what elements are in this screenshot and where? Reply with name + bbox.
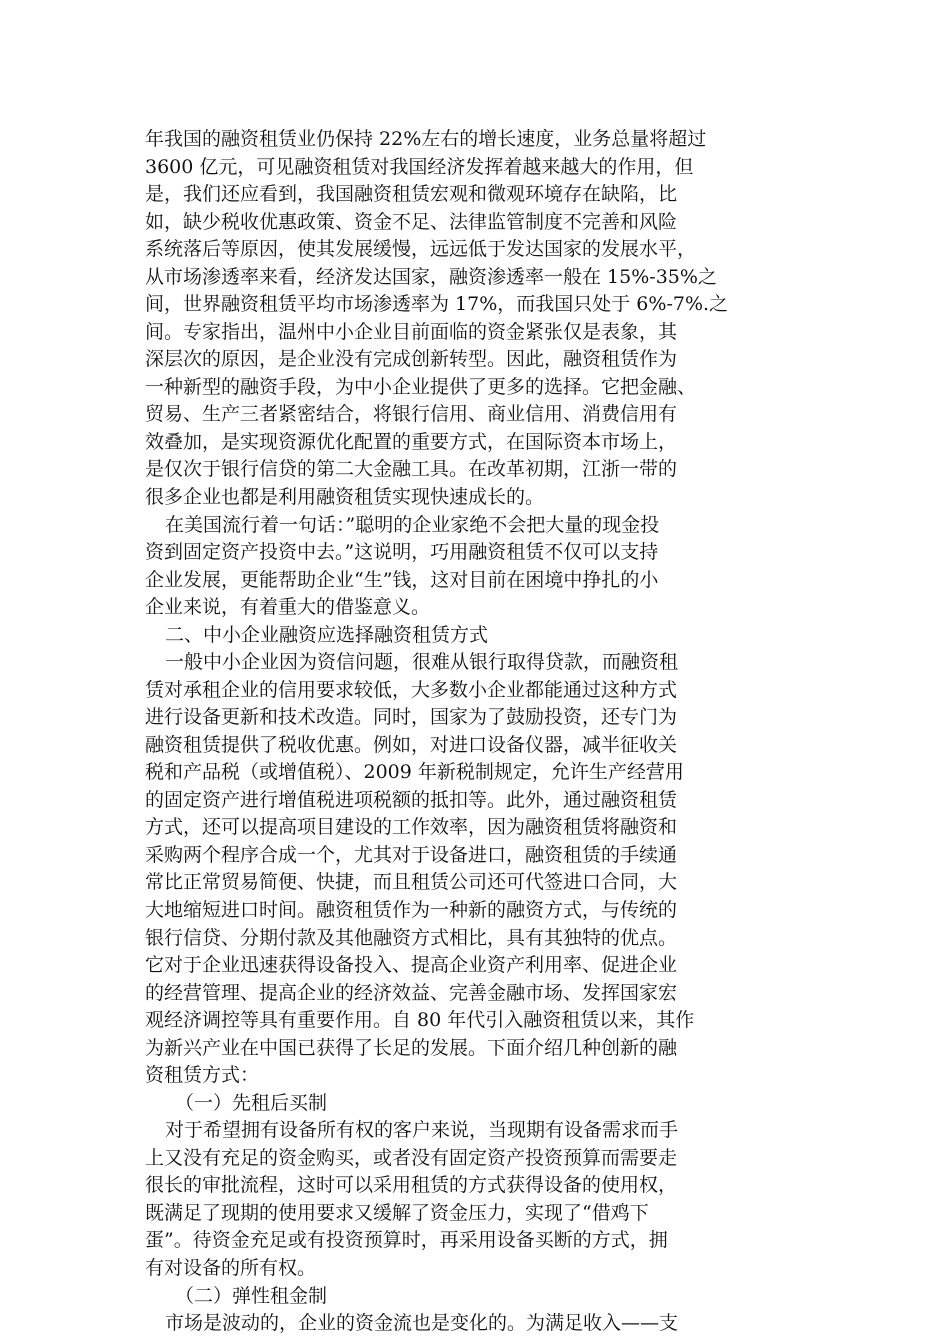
text-line: 3600 亿元，可见融资租赁对我国经济发挥着越来越大的作用，但	[145, 155, 694, 178]
text-line: 赁对承租企业的信用要求较低，大多数小企业都能通过这种方式	[145, 678, 678, 701]
text-line: 采购两个程序合成一个，尤其对于设备进口，融资租赁的手续通	[145, 843, 678, 866]
text-line: 观经济调控等具有重要作用。自 80 年代引入融资租赁以来，其作	[145, 1009, 695, 1032]
subsection-heading: （一）先租后买制	[175, 1091, 328, 1114]
text-line: 企业发展，更能帮助企业“生”钱，这对目前在困境中挣扎的小	[145, 568, 659, 591]
paragraph-first-line: 一般中小企业因为资信问题，很难从银行取得贷款，而融资租	[165, 651, 679, 674]
text-line: 企业来说，有着重大的借鉴意义。	[145, 596, 431, 619]
text-line: 如，缺少税收优惠政策、资金不足、法律监管制度不完善和风险	[145, 210, 678, 233]
paragraph-first-line: 在美国流行着一句话：”聪明的企业家绝不会把大量的现金投	[165, 513, 660, 536]
text-line: 蛋”。待资金充足或有投资预算时，再采用设备买断的方式，拥	[145, 1229, 668, 1252]
text-line: 大地缩短进口时间。融资租赁作为一种新的融资方式，与传统的	[145, 899, 678, 921]
text-line: 进行设备更新和技术改造。同时，国家为了鼓励投资，还专门为	[145, 706, 678, 729]
text-line: 常比正常贸易简便、快捷，而且租赁公司还可代签进口合同，大	[145, 871, 678, 894]
text-line: 系统落后等原因，使其发展缓慢，远远低于发达国家的发展水平，	[145, 238, 697, 261]
text-line: 银行信贷、分期付款及其他融资方式相比，具有其独特的优点。	[145, 926, 678, 949]
text-line: 是仅次于银行信贷的第二大金融工具。在改革初期，江浙一带的	[145, 458, 678, 481]
text-line: 资到固定资产投资中去。”这说明，巧用融资租赁不仅可以支持	[145, 541, 659, 563]
text-line: 的固定资产进行增值税进项税额的抵扣等。此外，通过融资租赁	[145, 788, 678, 811]
text-line: 贸易、生产三者紧密结合，将银行信用、商业信用、消费信用有	[145, 403, 678, 426]
text-line: 资租赁方式：	[145, 1064, 260, 1087]
text-line: 深层次的原因，是企业没有完成创新转型。因此，融资租赁作为	[145, 348, 678, 371]
text-line: 有对设备的所有权。	[145, 1256, 317, 1279]
text-line: 很多企业也都是利用融资租赁实现快速成长的。	[145, 486, 545, 508]
subsection-heading: （二）弹性租金制	[175, 1284, 328, 1307]
text-line: 很长的审批流程，这时可以采用租赁的方式获得设备的使用权，	[145, 1174, 678, 1197]
text-line: 为新兴产业在中国已获得了长足的发展。下面介绍几种创新的融	[145, 1036, 678, 1059]
text-line: 是，我们还应看到，我国融资租赁宏观和微观环境存在缺陷，比	[145, 183, 678, 206]
text-line: 它对于企业迅速获得设备投入、提高企业资产利用率、促进企业	[145, 954, 678, 976]
text-line: 从市场渗透率来看，经济发达国家，融资渗透率一般在 15%-35%之	[145, 265, 717, 288]
text-line: 融资租赁提供了税收优惠。例如，对进口设备仪器，减半征收关	[145, 733, 678, 756]
text-line: 税和产品税（或增值税）、2009 年新税制规定，允许生产经营用	[145, 761, 684, 784]
text-line: 间，世界融资租赁平均市场渗透率为 17%，而我国只处于 6%-7%.之	[145, 293, 729, 316]
text-line: 间。专家指出，温州中小企业目前面临的资金紧张仅是表象，其	[145, 320, 678, 343]
text-line: 方式，还可以提高项目建设的工作效率，因为融资租赁将融资和	[145, 816, 678, 839]
section-heading: 二、中小企业融资应选择融资租赁方式	[165, 623, 489, 646]
text-line: 的经营管理、提高企业的经济效益、完善金融市场、发挥国家宏	[145, 981, 678, 1004]
paragraph-first-line: 对于希望拥有设备所有权的客户来说，当现期有设备需求而手	[165, 1119, 679, 1142]
text-line: 效叠加，是实现资源优化配置的重要方式，在国际资本市场上，	[145, 430, 678, 453]
text-line: 上又没有充足的资金购买，或者没有固定资产投资预算而需要走	[145, 1146, 678, 1169]
text-line: 年我国的融资租赁业仍保持 22%左右的增长速度，业务总量将超过	[145, 128, 707, 150]
text-line: 一种新型的融资手段，为中小企业提供了更多的选择。它把金融、	[145, 375, 697, 398]
text-line: 既满足了现期的使用要求又缓解了资金压力，实现了“借鸡下	[145, 1201, 649, 1224]
paragraph-first-line: 市场是波动的，企业的资金流也是变化的。为满足收入——支	[165, 1312, 679, 1334]
